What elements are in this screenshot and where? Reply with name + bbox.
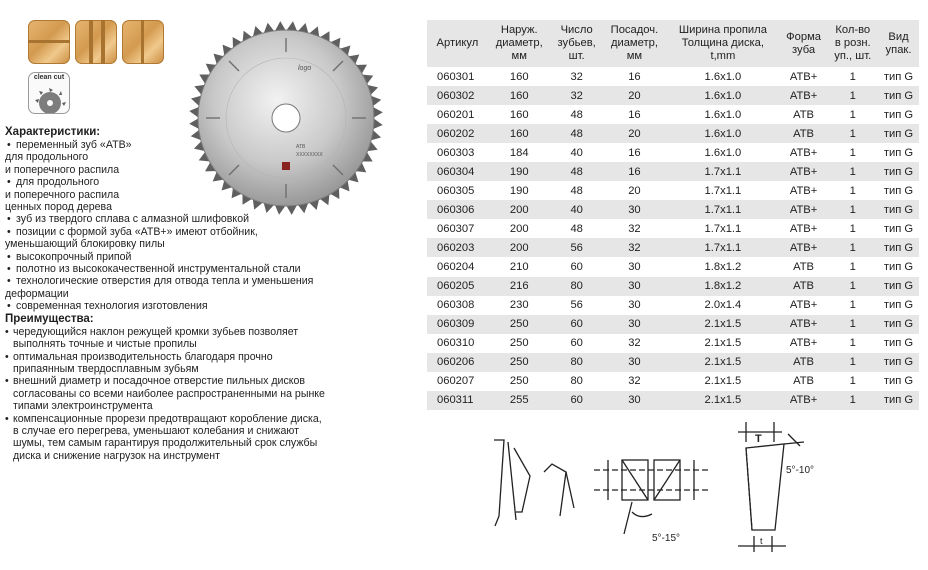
cell-outer-dia: 230 bbox=[509, 299, 529, 312]
tooth-geometry-diagram bbox=[470, 420, 830, 570]
table-row bbox=[427, 257, 919, 276]
wood-rip-icon bbox=[122, 20, 164, 64]
feature-item: • высокопрочный припой bbox=[5, 251, 375, 263]
cell-teeth: 60 bbox=[551, 391, 603, 410]
cell-qty: 1 bbox=[849, 299, 856, 312]
cell-teeth: 48 bbox=[551, 124, 603, 143]
cell-art: 060305 bbox=[437, 184, 475, 197]
cell-art: 060303 bbox=[437, 146, 475, 159]
feature-item: и поперечного распила bbox=[5, 188, 120, 201]
cell-teeth: 80 bbox=[551, 277, 603, 296]
cell-qty: 1 bbox=[849, 70, 856, 83]
cell-tooth-form: ATB+ bbox=[780, 238, 828, 257]
cell-outer-dia: 160 bbox=[488, 86, 551, 105]
cell-qty: 1 bbox=[828, 315, 878, 334]
cell-outer-dia: 160 bbox=[509, 70, 529, 83]
cell-pack: тип G bbox=[878, 86, 919, 105]
table-row bbox=[427, 372, 919, 391]
table-row bbox=[427, 124, 919, 143]
cell-bore: 32 bbox=[603, 238, 667, 257]
cell-tooth-form: ATB+ bbox=[780, 86, 828, 105]
spec-table-body bbox=[427, 67, 919, 410]
header-line: Толщина диска, bbox=[681, 37, 765, 50]
cell-kerf: 1.8x1.2 bbox=[704, 260, 742, 273]
cell-art: 060310 bbox=[437, 337, 475, 350]
cell-bore: 20 bbox=[603, 124, 667, 143]
tooth-profile-drawing bbox=[494, 440, 574, 526]
cell-kerf: 1.7x1.1 bbox=[666, 238, 779, 257]
advantages-title: Преимущества: bbox=[5, 312, 94, 325]
cell-art: 060202 bbox=[427, 124, 488, 143]
cell-bore: 16 bbox=[628, 146, 641, 159]
features-list bbox=[5, 139, 375, 313]
cell-tooth-form: ATB+ bbox=[780, 162, 828, 181]
cell-qty: 1 bbox=[849, 108, 856, 121]
cell-kerf: 1.7x1.1 bbox=[704, 222, 742, 235]
header-line: Форма bbox=[786, 30, 821, 43]
tooth-top-view-drawing bbox=[594, 460, 708, 534]
cell-kerf: 1.6x1.0 bbox=[666, 86, 779, 105]
cell-qty: 1 bbox=[849, 146, 856, 159]
cell-pack: тип G bbox=[878, 353, 919, 372]
header-line: Наруж. bbox=[500, 24, 538, 37]
feature-item: уменьшающий блокировку пилы bbox=[5, 238, 165, 251]
cell-tooth-form: ATB+ bbox=[789, 184, 818, 197]
saw-brand-mark: logo bbox=[298, 65, 312, 72]
cell-tooth-form: ATB bbox=[780, 353, 828, 372]
cell-outer-dia: 255 bbox=[488, 391, 551, 410]
cell-tooth-form: ATB bbox=[793, 375, 815, 388]
clean-cut-icon bbox=[28, 72, 70, 114]
cell-pack: тип G bbox=[878, 391, 919, 410]
header-line: мм bbox=[626, 49, 643, 62]
table-row bbox=[427, 353, 919, 372]
cell-bore: 20 bbox=[628, 184, 641, 197]
clean-cut-label: clean cut bbox=[33, 74, 65, 81]
table-row bbox=[427, 296, 919, 315]
header-line: Посадоч. bbox=[610, 24, 659, 37]
cell-bore: 30 bbox=[628, 299, 641, 312]
advantage-item: диска и снижение нагрузок на инструмент bbox=[13, 449, 220, 462]
feature-item: • полотно из высококачественной инструментальной стали bbox=[5, 263, 375, 275]
cell-teeth: 80 bbox=[570, 375, 583, 388]
cell-tooth-form: ATB+ bbox=[780, 200, 828, 219]
cell-pack: тип G bbox=[878, 200, 919, 219]
feature-item: • современная технология изготовления bbox=[5, 300, 375, 312]
cell-pack: тип G bbox=[878, 162, 919, 181]
cell-kerf: 1.7x1.1 bbox=[666, 200, 779, 219]
cell-pack: тип G bbox=[883, 184, 914, 197]
table-row bbox=[427, 143, 919, 162]
cell-teeth: 56 bbox=[551, 238, 603, 257]
header-line: диаметр, bbox=[495, 37, 543, 50]
plate-thickness-label: t bbox=[760, 536, 763, 546]
table-row bbox=[427, 219, 919, 238]
cell-pack: тип G bbox=[883, 70, 914, 83]
cell-qty: 1 bbox=[828, 391, 878, 410]
cell-kerf: 2.1x1.5 bbox=[666, 315, 779, 334]
cell-art: 060304 bbox=[427, 162, 488, 181]
cell-bore: 16 bbox=[628, 108, 641, 121]
cell-qty: 1 bbox=[828, 86, 878, 105]
cell-qty: 1 bbox=[828, 200, 878, 219]
cell-pack: тип G bbox=[878, 315, 919, 334]
feature-item: для продольного bbox=[5, 151, 89, 164]
cell-tooth-form: ATB+ bbox=[789, 299, 818, 312]
cell-pack: тип G bbox=[878, 238, 919, 257]
cell-pack: тип G bbox=[883, 146, 914, 159]
cell-qty: 1 bbox=[828, 238, 878, 257]
cell-outer-dia: 160 bbox=[509, 108, 529, 121]
header-line: Число bbox=[560, 24, 593, 37]
cell-art: 060307 bbox=[437, 222, 475, 235]
cell-bore: 30 bbox=[603, 200, 667, 219]
cell-kerf: 2.1x1.5 bbox=[666, 391, 779, 410]
header-tooth-form bbox=[780, 20, 828, 67]
feature-item: • позиции с формой зуба «ATB+» имеют отбойник, bbox=[5, 226, 375, 238]
header-line: Артикул bbox=[436, 37, 479, 50]
advantage-item: • компенсационные прорези предотвращают коробление диска, bbox=[5, 413, 375, 425]
table-row bbox=[427, 391, 919, 410]
feature-item: ценных пород дерева bbox=[5, 201, 112, 214]
advantage-item: шумы, тем самым гарантируя продолжительный срок службы bbox=[13, 437, 318, 450]
feature-item: • для продольного bbox=[5, 176, 375, 188]
cell-tooth-form: ATB bbox=[793, 108, 815, 121]
advantage-item: выполнять точные и чистые пропилы bbox=[13, 338, 197, 351]
cell-tooth-form: ATB+ bbox=[789, 146, 818, 159]
cell-teeth: 60 bbox=[551, 315, 603, 334]
table-row bbox=[427, 181, 919, 200]
cell-qty: 1 bbox=[849, 337, 856, 350]
saw-label-line-1: ATB bbox=[296, 144, 306, 150]
cell-outer-dia: 190 bbox=[488, 162, 551, 181]
cell-kerf: 2.0x1.4 bbox=[704, 299, 742, 312]
cell-art: 060206 bbox=[427, 353, 488, 372]
cell-kerf: 1.7x1.1 bbox=[666, 162, 779, 181]
advantage-item: • чередующийся наклон режущей кромки зубьев позволяет bbox=[5, 326, 375, 338]
cell-teeth: 80 bbox=[551, 353, 603, 372]
cell-teeth: 48 bbox=[570, 222, 583, 235]
cell-qty: 1 bbox=[849, 184, 856, 197]
features-title: Характеристики: bbox=[5, 126, 101, 138]
cell-bore: 30 bbox=[603, 277, 667, 296]
cell-outer-dia: 184 bbox=[509, 146, 529, 159]
cell-bore: 16 bbox=[603, 162, 667, 181]
cell-outer-dia: 250 bbox=[509, 337, 529, 350]
cell-art: 060301 bbox=[437, 70, 475, 83]
cell-teeth: 32 bbox=[551, 86, 603, 105]
cell-teeth: 32 bbox=[570, 70, 583, 83]
advantage-item: типами электроинструмента bbox=[13, 400, 153, 413]
cell-tooth-form: ATB bbox=[780, 124, 828, 143]
spec-table-header bbox=[427, 20, 919, 67]
cell-bore: 32 bbox=[628, 337, 641, 350]
cell-outer-dia: 250 bbox=[488, 353, 551, 372]
cell-bore: 30 bbox=[628, 260, 641, 273]
advantage-item: согласованы со всеми наиболее распространенными на рынке bbox=[13, 387, 325, 400]
cell-tooth-form: ATB+ bbox=[789, 70, 818, 83]
cell-art: 060308 bbox=[437, 299, 475, 312]
advantage-item: • внешний диаметр и посадочное отверстие пильных дисков bbox=[5, 375, 375, 387]
wood-groove-icon bbox=[75, 20, 117, 64]
cell-pack: тип G bbox=[883, 260, 914, 273]
cell-outer-dia: 210 bbox=[509, 260, 529, 273]
cell-art: 060302 bbox=[427, 86, 488, 105]
cell-bore: 30 bbox=[603, 353, 667, 372]
header-line: зубьев, bbox=[557, 37, 596, 50]
header-line: Кол-во bbox=[835, 24, 871, 37]
cell-teeth: 48 bbox=[551, 162, 603, 181]
advantage-item: в случае его перегрева, уменьшают колебания и снижают bbox=[13, 424, 299, 437]
header-line: уп., шт. bbox=[834, 49, 872, 62]
cell-art: 060201 bbox=[437, 108, 475, 121]
cell-art: 060207 bbox=[437, 375, 475, 388]
header-line: в розн. bbox=[834, 37, 871, 50]
cell-teeth: 40 bbox=[570, 146, 583, 159]
cell-qty: 1 bbox=[849, 375, 856, 388]
cell-outer-dia: 250 bbox=[509, 375, 529, 388]
cell-bore: 20 bbox=[603, 86, 667, 105]
cell-kerf: 2.1x1.5 bbox=[704, 375, 742, 388]
cell-pack: тип G bbox=[878, 277, 919, 296]
cell-art: 060203 bbox=[427, 238, 488, 257]
cell-teeth: 40 bbox=[551, 200, 603, 219]
header-line: упак. bbox=[885, 43, 912, 56]
header-qty bbox=[828, 20, 878, 67]
header-line: мм bbox=[511, 49, 527, 62]
cell-outer-dia: 190 bbox=[509, 184, 529, 197]
table-row bbox=[427, 162, 919, 181]
cell-pack: тип G bbox=[883, 222, 914, 235]
table-row bbox=[427, 86, 919, 105]
feature-item: и поперечного распила bbox=[5, 163, 120, 176]
cell-outer-dia: 160 bbox=[488, 124, 551, 143]
cell-art: 060205 bbox=[427, 277, 488, 296]
cell-tooth-form: ATB bbox=[793, 260, 815, 273]
header-line: шт. bbox=[568, 49, 585, 62]
cell-tooth-form: ATB+ bbox=[780, 315, 828, 334]
cell-tooth-form: ATB bbox=[780, 277, 828, 296]
advantages-list bbox=[5, 326, 375, 462]
cell-teeth: 60 bbox=[570, 260, 583, 273]
spec-table bbox=[427, 20, 919, 410]
cell-pack: тип G bbox=[878, 124, 919, 143]
cell-bore: 32 bbox=[628, 375, 641, 388]
feature-item: • технологические отверстия для отвода тепла и уменьшения bbox=[5, 275, 375, 287]
cell-tooth-form: ATB+ bbox=[789, 337, 818, 350]
cell-qty: 1 bbox=[849, 260, 856, 273]
cell-teeth: 60 bbox=[570, 337, 583, 350]
advantage-item: припаянным твердосплавным зубьям bbox=[13, 362, 199, 375]
cell-kerf: 2.1x1.5 bbox=[704, 337, 742, 350]
cell-kerf: 1.6x1.0 bbox=[704, 70, 742, 83]
cell-tooth-form: ATB+ bbox=[780, 391, 828, 410]
table-row bbox=[427, 238, 919, 257]
cell-qty: 1 bbox=[828, 162, 878, 181]
cell-outer-dia: 250 bbox=[488, 315, 551, 334]
product-description bbox=[5, 126, 375, 462]
tooth-side-view-drawing bbox=[738, 422, 804, 552]
cell-outer-dia: 216 bbox=[488, 277, 551, 296]
table-row bbox=[427, 315, 919, 334]
header-outer-dia bbox=[488, 20, 551, 67]
header-art bbox=[427, 20, 488, 67]
clearance-angle-label: 5°-10° bbox=[786, 465, 815, 476]
cell-bore: 32 bbox=[628, 222, 641, 235]
cell-art: 060204 bbox=[437, 260, 475, 273]
cell-outer-dia: 200 bbox=[488, 200, 551, 219]
cell-kerf: 1.6x1.0 bbox=[666, 124, 779, 143]
header-bore bbox=[603, 20, 667, 67]
cell-pack: тип G bbox=[883, 108, 914, 121]
feature-item: • переменный зуб «ATB» bbox=[5, 139, 375, 151]
cell-outer-dia: 200 bbox=[509, 222, 529, 235]
cell-kerf: 1.6x1.0 bbox=[704, 108, 742, 121]
table-row bbox=[427, 277, 919, 296]
advantage-item: • оптимальная производительность благодаря прочно bbox=[5, 351, 375, 363]
header-line: зуба bbox=[792, 43, 816, 56]
cell-tooth-form: ATB+ bbox=[789, 222, 818, 235]
header-line: диаметр, bbox=[610, 37, 658, 50]
cell-pack: тип G bbox=[883, 375, 914, 388]
header-pack bbox=[878, 20, 919, 67]
cell-kerf: 1.8x1.2 bbox=[666, 277, 779, 296]
cell-kerf: 1.6x1.0 bbox=[704, 146, 742, 159]
wood-crosscut-icon bbox=[28, 20, 70, 64]
cell-art: 060311 bbox=[427, 391, 488, 410]
feature-item: • зуб из твердого сплава с алмазной шлифовкой bbox=[5, 213, 375, 225]
cell-art: 060309 bbox=[427, 315, 488, 334]
kerf-width-label: T bbox=[755, 433, 762, 445]
header-line: Ширина пропила bbox=[678, 24, 767, 37]
header-line: Вид bbox=[888, 30, 909, 43]
cell-kerf: 1.7x1.1 bbox=[704, 184, 742, 197]
cell-qty: 1 bbox=[828, 124, 878, 143]
table-row bbox=[427, 105, 919, 124]
cell-art: 060306 bbox=[427, 200, 488, 219]
header-kerf bbox=[666, 20, 779, 67]
cell-teeth: 48 bbox=[570, 184, 583, 197]
cell-bore: 30 bbox=[603, 391, 667, 410]
cell-outer-dia: 200 bbox=[488, 238, 551, 257]
table-row bbox=[427, 334, 919, 353]
cell-kerf: 2.1x1.5 bbox=[666, 353, 779, 372]
feature-item: деформации bbox=[5, 287, 69, 300]
cell-qty: 1 bbox=[828, 353, 878, 372]
cell-pack: тип G bbox=[883, 299, 914, 312]
cell-qty: 1 bbox=[828, 277, 878, 296]
saw-label-line-2: XXXXXXXX bbox=[296, 152, 323, 158]
cell-teeth: 48 bbox=[570, 108, 583, 121]
cell-bore: 30 bbox=[603, 315, 667, 334]
header-teeth bbox=[551, 20, 603, 67]
header-line: t,mm bbox=[710, 49, 736, 62]
bevel-angle-label: 5°-15° bbox=[652, 533, 681, 544]
table-row bbox=[427, 200, 919, 219]
cell-pack: тип G bbox=[883, 337, 914, 350]
table-row bbox=[427, 67, 919, 86]
cell-teeth: 56 bbox=[570, 299, 583, 312]
cell-qty: 1 bbox=[849, 222, 856, 235]
cell-bore: 16 bbox=[628, 70, 641, 83]
